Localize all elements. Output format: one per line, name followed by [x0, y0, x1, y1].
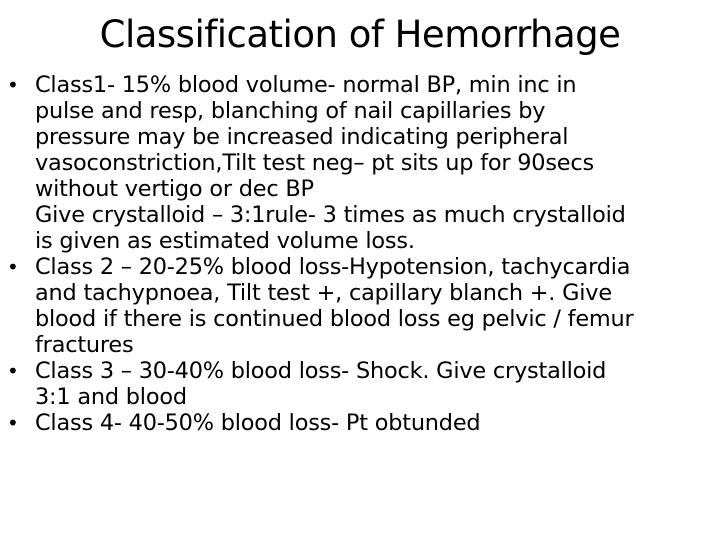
bullet-text-line: Class 4- 40-50% blood loss- Pt obtunded	[35, 410, 481, 436]
bullet-item-class-1	[0, 72, 720, 254]
bullet-icon: •	[7, 255, 19, 279]
bullet-text-line: Class 3 – 30-40% blood loss- Shock. Give crystalloid	[35, 358, 607, 384]
bullet-item-class-2	[0, 254, 720, 358]
bullet-icon: •	[7, 411, 19, 435]
bullet-text-line: Class1- 15% blood volume- normal BP, min inc in	[35, 72, 577, 98]
bullet-text-line: pressure may be increased indicating peripheral	[35, 124, 569, 150]
bullet-icon: •	[7, 73, 19, 97]
bullet-item-class-3	[0, 358, 720, 410]
bullet-text-line: fractures	[35, 332, 134, 358]
bullet-icon: •	[7, 359, 19, 383]
bullet-text-line: 3:1 and blood	[35, 384, 187, 410]
bullet-text-line: pulse and resp, blanching of nail capillaries by	[35, 98, 546, 124]
bullet-list	[0, 72, 720, 436]
bullet-text-line: blood if there is continued blood loss eg pelvic / femur	[35, 306, 634, 332]
bullet-text-line: Class 2 – 20-25% blood loss-Hypotension, tachycardia	[35, 254, 631, 280]
slide-title: Classification of Hemorrhage	[99, 13, 621, 56]
bullet-text-line: without vertigo or dec BP	[35, 176, 314, 202]
bullet-text-line: vasoconstriction,Tilt test neg– pt sits up for 90secs	[35, 150, 594, 176]
bullet-text-line: Give crystalloid – 3:1rule- 3 times as much crystalloid	[35, 202, 626, 228]
bullet-text-line: and tachypnoea, Tilt test +, capillary blanch +. Give	[35, 280, 612, 306]
bullet-text-line: is given as estimated volume loss.	[35, 228, 415, 254]
bullet-item-class-4	[0, 410, 720, 436]
